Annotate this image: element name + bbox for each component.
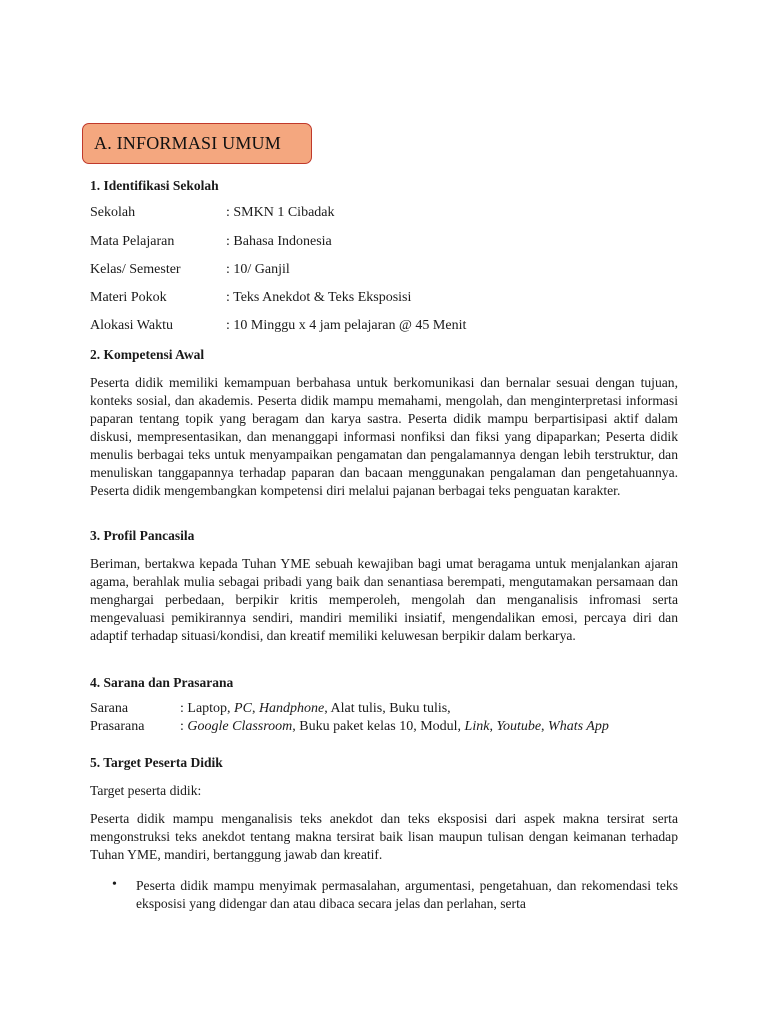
identity-key: Sekolah [90, 205, 136, 220]
identity-value: : Teks Anekdot & Teks Eksposisi [226, 290, 412, 305]
sarana-title: 4. Sarana dan Prasarana [90, 675, 234, 690]
kompetensi-title: 2. Kompetensi Awal [90, 347, 205, 362]
target-bullet-item: Peserta didik mampu menyimak permasalahan, argumentasi, pengetahuan, dan rekomendasi teks eksposisi yang didengar dan atau dibaca secara jelas dan perlahan, serta [136, 878, 678, 911]
identity-value: : Bahasa Indonesia [226, 234, 332, 249]
target-title: 5. Target Peserta Didik [90, 755, 223, 770]
identity-value: : 10 Minggu x 4 jam pelajaran @ 45 Menit [226, 318, 467, 333]
sarana-value: : Laptop, PC, Handphone, Alat tulis, Buku tulis, [180, 701, 451, 716]
identity-value: : SMKN 1 Cibadak [226, 205, 335, 220]
sarana-key: Sarana [90, 701, 129, 716]
identifikasi-title: 1. Identifikasi Sekolah [90, 178, 219, 193]
profil-title: 3. Profil Pancasila [90, 528, 195, 543]
identity-key: Materi Pokok [90, 290, 167, 305]
identity-key: Alokasi Waktu [90, 318, 173, 333]
identity-value: : 10/ Ganjil [226, 262, 290, 277]
target-intro: Target peserta didik: [90, 783, 202, 798]
profil-paragraph: Beriman, bertakwa kepada Tuhan YME sebuah kewajiban bagi umat beragama untuk menjalankan ajaran agama, berahlak mulia sebagai pribadi yang baik dan senantiasa berempati, mengutamakan persamaan dan menghargai perbedaan, berpikir kritis memperoleh, mengolah dan menganalisis infromasi serta mengevaluasi pemikirannya sendiri, mandiri memiliki insiatif, mengendalikan emosi, percaya diri dan adaptif terhadap situasi/kondisi, dan kreatif memiliki keluwesan berpikir dalam berkarya. [90, 556, 678, 643]
prasarana-key: Prasarana [90, 719, 145, 734]
target-paragraph: Peserta didik mampu menganalisis teks anekdot dan teks eksposisi dari aspek makna tersirat serta mengonstruksi teks anekdot tentang makna tersirat baik lisan maupun tulisan dengan keimanan terhadap Tuhan YME, mandiri, bertanggung jawab dan kreatif. [90, 811, 678, 862]
bullet-icon: • [112, 877, 117, 892]
kompetensi-paragraph: Peserta didik memiliki kemampuan berbahasa untuk berkomunikasi dan bernalar sesuai dengan tujuan, konteks sosial, dan akademis. Peserta didik mampu memahami, mengolah, dan menginterpretasi informasi paparan tentang topik yang beragam dan karya sastra. Peserta didik mampu berpartisipasi aktif dalam diskusi, mempresentasikan, dan menanggapi informasi nonfiksi dan fiksi yang dipaparkan; Peserta didik menulis berbagai teks untuk menyampaikan pengamatan dan pengalamannya dengan lebih terstruktur, dan menuliskan tanggapannya terhadap paparan dan bacaan menggunakan pengalaman dan pengetahuannya. Peserta didik mengembangkan kompetensi diri melalui pajanan berbagai teks penguatan karakter. [90, 375, 678, 498]
identity-key: Kelas/ Semester [90, 262, 181, 277]
section-header-title: A. INFORMASI UMUM [94, 133, 281, 153]
identity-key: Mata Pelajaran [90, 234, 175, 249]
section-header-box [82, 123, 312, 164]
prasarana-value: : Google Classroom, Buku paket kelas 10, Modul, Link, Youtube, Whats App [180, 719, 609, 734]
